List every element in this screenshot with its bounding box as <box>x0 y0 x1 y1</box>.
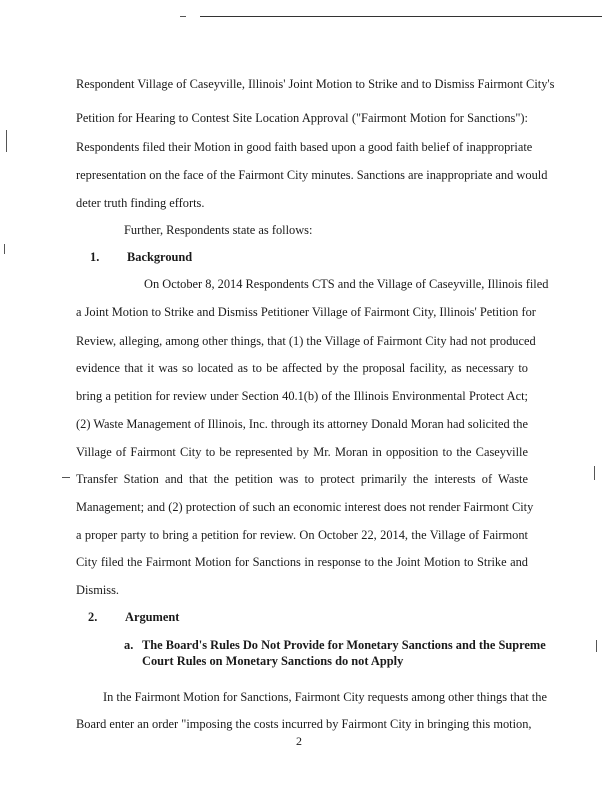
text-line: City filed the Fairmont Motion for Sanctions in response to the Joint Motion to Strike and <box>76 555 528 569</box>
page-number: 2 <box>296 734 302 748</box>
text-line: evidence that it was so located as to be affected by the proposal facility, as necessary to <box>76 361 528 375</box>
text-line: a proper party to bring a petition for review. On October 22, 2014, the Village of Fairmont <box>76 528 528 542</box>
text-line: Respondents filed their Motion in good faith based upon a good faith belief of inappropriate <box>76 140 533 154</box>
top-rule <box>200 16 602 17</box>
text-line: bring a petition for review under Section 40.1(b) of the Illinois Environmental Protect Act; <box>76 389 528 403</box>
subsection-letter: a. <box>124 638 134 652</box>
subsection-heading-line: The Board's Rules Do Not Provide for Monetary Sanctions and the Supreme <box>142 638 546 652</box>
text-line: a Joint Motion to Strike and Dismiss Petitioner Village of Fairmont City, Illinois' Petition for <box>76 305 536 319</box>
scan-mark <box>180 16 186 17</box>
scan-mark <box>62 477 70 478</box>
text-line: Review, alleging, among other things, that (1) the Village of Fairmont City had not produced <box>76 334 536 348</box>
scan-mark <box>4 244 5 254</box>
section-number: 1. <box>90 250 100 264</box>
section-heading: Background <box>127 250 193 264</box>
text-line: Respondent Village of Caseyville, Illinois' Joint Motion to Strike and to Dismiss Fairmont City's <box>76 77 555 91</box>
text-line: Dismiss. <box>76 583 120 597</box>
text-line: Petition for Hearing to Contest Site Location Approval ("Fairmont Motion for Sanctions"): <box>76 111 528 125</box>
scan-mark <box>6 130 7 152</box>
text-line: Management; and (2) protection of such an economic interest does not render Fairmont City <box>76 500 534 514</box>
section-heading: Argument <box>125 610 180 624</box>
scan-mark <box>596 640 597 652</box>
subsection-heading-line: Court Rules on Monetary Sanctions do not Apply <box>142 654 404 668</box>
text-line: deter truth finding efforts. <box>76 196 205 210</box>
section-number: 2. <box>88 610 98 624</box>
text-line: Board enter an order "imposing the costs incurred by Fairmont City in bringing this motion, <box>76 717 532 731</box>
text-line: Transfer Station and that the petition was to protect primarily the interests of Waste <box>76 472 528 486</box>
text-line: On October 8, 2014 Respondents CTS and the Village of Caseyville, Illinois filed <box>144 277 549 291</box>
text-line: Village of Fairmont City to be represented by Mr. Moran in opposition to the Caseyville <box>76 445 528 459</box>
text-line: Further, Respondents state as follows: <box>124 223 313 237</box>
text-line: (2) Waste Management of Illinois, Inc. through its attorney Donald Moran had solicited the <box>76 417 528 431</box>
text-line: In the Fairmont Motion for Sanctions, Fairmont City requests among other things that the <box>103 690 547 704</box>
scan-mark <box>594 466 595 480</box>
text-line: representation on the face of the Fairmont City minutes. Sanctions are inappropriate and would <box>76 168 548 182</box>
